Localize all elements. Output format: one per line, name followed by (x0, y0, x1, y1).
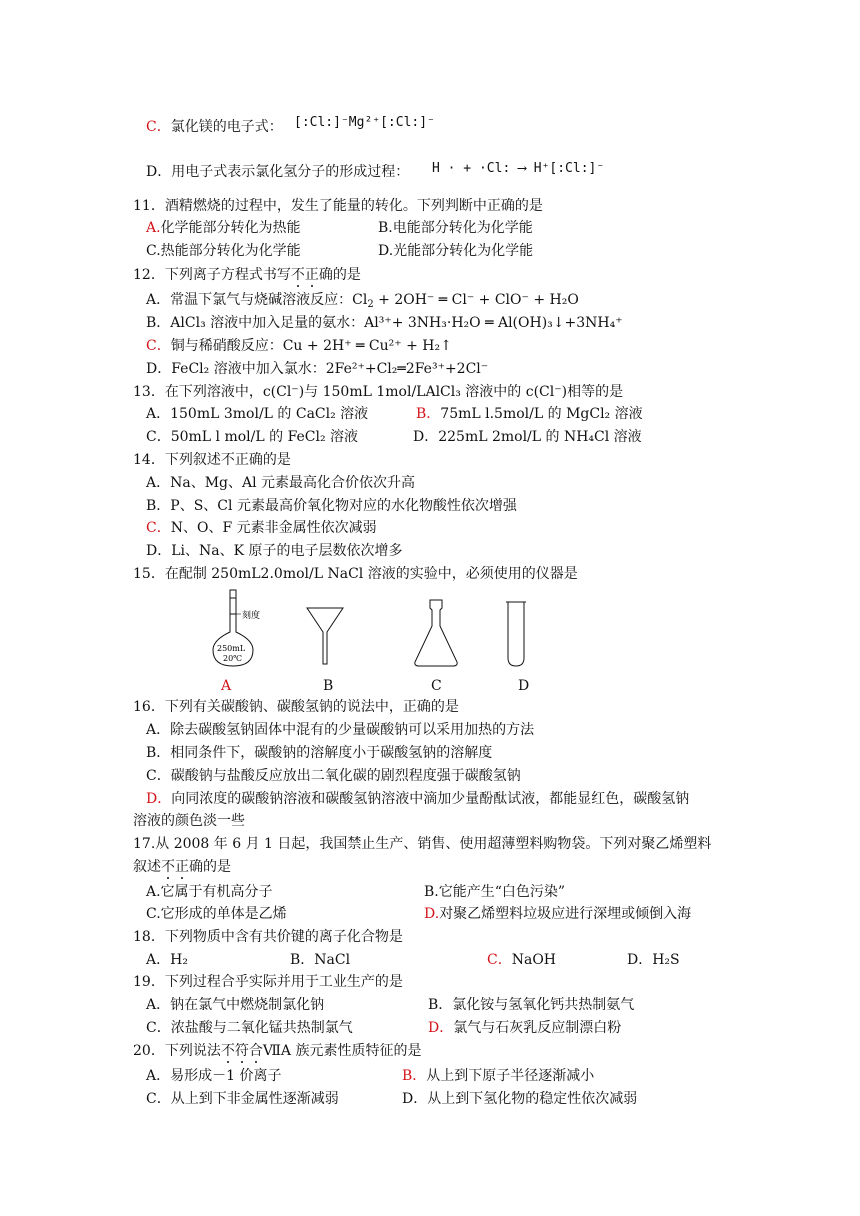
hydrogen-chloride-formation-formula: H · + ·Cl: ⟶ H⁺[:Cl:]⁻ (432, 161, 605, 176)
stem-text: 12．下列离子方程式书写 (133, 267, 291, 283)
q16-option-c: C．碳酸钠与盐酸反应放出二氧化碳的剧烈程度强于碳酸氢钠 (146, 768, 521, 784)
q13-option-d: D．225mL 2mol/L 的 NH₄Cl 溶液 (413, 429, 642, 445)
option-text: + 2OH⁻ ═ Cl⁻ + ClO⁻ + H₂O (373, 292, 579, 308)
flask-volume-label: 250mL (217, 644, 246, 653)
q10-option-d: D．用电子式表示氯化氢分子的形成过程： (146, 164, 410, 180)
q18-option-c (487, 951, 556, 969)
q13-stem: 13．在下列溶液中，c(Cl⁻)与 150mL 1mol/LAlCl₃ 溶液中的 c(Cl⁻)相等的是 (133, 384, 624, 400)
stem-text: ⅦA 族元素性质特征的是 (262, 1043, 422, 1059)
q19-option-c: C．浓盐酸与二氧化锰共热制氯气 (146, 1020, 353, 1036)
q11-option-b: B.电能部分转化为化学能 (378, 220, 533, 236)
emphasis-char: 不 (161, 859, 175, 875)
emphasis-char: 不 (220, 1043, 235, 1059)
apparatus-figure (205, 588, 555, 698)
flask-temp-label: 20℃ (223, 654, 243, 663)
q14-stem: 14．下列叙述不正确的是 (133, 452, 291, 468)
answer-letter: B． (402, 1068, 427, 1084)
emphasis-char: 合 (248, 1043, 263, 1059)
q11-option-c: C.热能部分转化为化学能 (146, 243, 301, 259)
q16-option-a: A．除去碳酸氢钠固体中混有的少量碳酸钠可以采用加热的方法 (146, 722, 535, 738)
option-text: A．常温下氯气与烧碱溶液反应：Cl (146, 292, 368, 308)
apparatus-label-a: A (221, 678, 232, 694)
option-text: 氯化镁的电子式： (170, 119, 283, 135)
q11-stem: 11．酒精燃烧的过程中，发生了能量的转化。下列判断中正确的是 (133, 198, 543, 214)
option-text: 化学能部分转化为热能 (160, 220, 301, 236)
q10-option-c (146, 118, 283, 136)
answer-letter: A. (146, 220, 161, 236)
q12-option-b: B．AlCl₃ 溶液中加入足量的氨水：Al³⁺+ 3NH₃·H₂O ═ Al(OH)₃↓+3NH₄⁺ (146, 315, 623, 331)
q19-option-d (428, 1019, 621, 1037)
q13-option-a: A．150mL 3mol/L 的 CaCl₂ 溶液 (146, 406, 369, 422)
answer-letter: D． (146, 791, 172, 807)
q18-option-a: A．H₂ (146, 952, 188, 968)
q18-option-d: D．H₂S (627, 952, 680, 968)
funnel-icon (307, 608, 343, 664)
q14-option-a: A．Na、Mg、Al 元素最高化合价依次升高 (146, 475, 416, 491)
q19-stem: 19．下列过程合乎实际并用于工业生产的是 (133, 974, 403, 990)
q18-stem: 18．下列物质中含有共价键的离子化合物是 (133, 929, 403, 945)
q16-option-d-cont: 溶液的颜色淡一些 (133, 813, 245, 829)
answer-letter: C． (487, 952, 512, 968)
q20-option-a: A．易形成－1 价离子 (146, 1068, 282, 1084)
stem-text: 叙述 (133, 859, 161, 875)
q17-option-d (424, 905, 691, 923)
q13-option-b (416, 405, 643, 423)
q14-option-d: D．Li、Na、K 原子的电子层数依次增多 (146, 543, 403, 559)
option-text: 向同浓度的碳酸钠溶液和碳酸氢钠溶液中滴加少量酚酞试液，都能显红色，碳酸氢钠 (171, 791, 690, 807)
q12-stem (133, 266, 361, 284)
answer-letter: C． (146, 338, 171, 354)
q17-option-b: B.它能产生“白色污染” (424, 884, 566, 900)
option-text: 铜与稀硝酸反应：Cu + 2H⁺ ═ Cu²⁺ + H₂↑ (170, 338, 452, 354)
answer-letter: D. (424, 906, 440, 922)
apparatus-label-b: B (323, 678, 334, 694)
option-text: NaOH (511, 952, 557, 968)
option-text: 从上到下原子半径逐渐减小 (426, 1068, 595, 1084)
q11-option-a (146, 219, 301, 237)
volumetric-flask-icon (213, 590, 260, 666)
apparatus-label-d: D (518, 678, 530, 694)
emphasis-char: 正 (304, 267, 319, 283)
magnesium-chloride-electron-formula: [:Cl:]⁻Mg²⁺[:Cl:]⁻ (294, 115, 435, 130)
emphasis-char: 正 (175, 859, 189, 875)
q19-option-b: B．氯化铵与氢氧化钙共热制氨气 (428, 997, 635, 1013)
q12-option-c (146, 337, 452, 355)
q11-option-d: D.光能部分转化为化学能 (378, 243, 534, 259)
option-text: 氯气与石灰乳反应制漂白粉 (453, 1020, 622, 1036)
test-tube-icon (506, 602, 526, 666)
q14-option-b: B．P、S、Cl 元素最高价氧化物对应的水化物酸性依次增强 (146, 498, 517, 514)
q13-option-c: C．50mL l mol/L 的 FeCl₂ 溶液 (146, 429, 359, 445)
option-text: 75mL l.5mol/L 的 MgCl₂ 溶液 (440, 406, 643, 422)
flask-scale-label: 刻度 (242, 611, 261, 621)
option-text: N、O、F 元素非金属性依次减弱 (170, 520, 377, 536)
apparatus-label-c: C (431, 678, 442, 694)
q20-option-c: C．从上到下非金属性逐渐减弱 (146, 1091, 339, 1107)
q20-option-b (402, 1067, 594, 1085)
q12-option-a: A．常温下氯气与烧碱溶液反应：$Cl_2 + 2OH^-$ ═ Cl⁻ + ClO⁻ + H₂O (146, 292, 579, 310)
q14-option-c (146, 519, 377, 537)
q12-option-d: D．FeCl₂ 溶液中加入氯水：2Fe²⁺+Cl₂═2Fe³⁺+2Cl⁻ (146, 361, 489, 377)
q16-option-d (146, 790, 689, 808)
stem-text: 确的是 (318, 267, 361, 283)
q19-option-a: A．钠在氯气中燃烧制氯化钠 (146, 997, 325, 1013)
q20-stem (133, 1042, 421, 1060)
q20-option-d: D．从上到下氢化物的稳定性依次减弱 (402, 1091, 638, 1107)
answer-letter: B． (416, 406, 441, 422)
q18-option-b: B．NaCl (290, 952, 351, 968)
q16-stem: 16．下列有关碳酸钠、碳酸氢钠的说法中，正确的是 (133, 699, 459, 715)
q17-option-a: A.它属于有机高分子 (146, 884, 273, 900)
answer-letter: C． (146, 119, 171, 135)
q16-option-b: B．相同条件下，碳酸钠的溶解度小于碳酸氢钠的溶解度 (146, 745, 493, 761)
q17-option-c: C.它形成的单体是乙烯 (146, 906, 287, 922)
answer-letter: D． (428, 1020, 454, 1036)
conical-flask-icon (415, 600, 457, 666)
q17-stem-line1: 17.从 2008 年 6 月 1 日起，我国禁止生产、销售、使用超薄塑料购物袋。下列对聚乙烯塑料 (133, 836, 712, 852)
stem-text: 20．下列说法 (133, 1043, 221, 1059)
q17-stem-line2 (133, 858, 231, 876)
emphasis-char: 符 (234, 1043, 249, 1059)
answer-letter: C． (146, 520, 171, 536)
emphasis-char: 不 (290, 267, 305, 283)
stem-text: 确的是 (189, 859, 231, 875)
option-text: 对聚乙烯塑料垃圾应进行深埋或倾倒入海 (439, 906, 692, 922)
q15-stem: 15．在配制 250mL2.0mol/L NaCl 溶液的实验中，必须使用的仪器是 (133, 566, 578, 582)
